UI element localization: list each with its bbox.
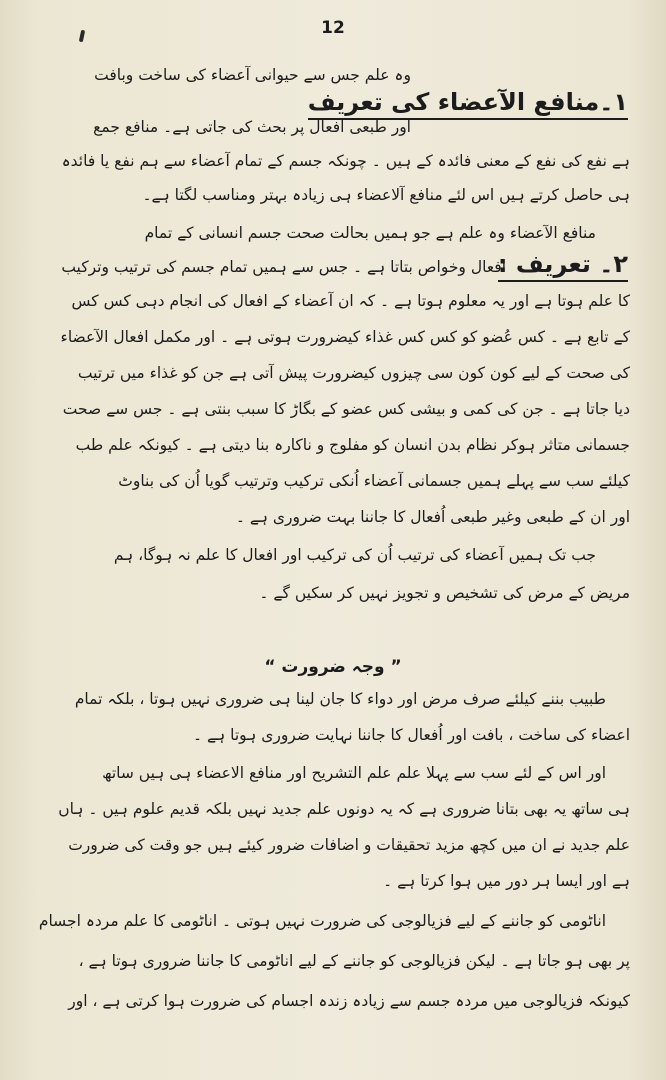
paragraph-line: افعال وخواص بتاتا ہے ۔ جس سے ہمیں تمام جسم کی ترتیب وترکیب	[61, 258, 506, 276]
paragraph-line: اعضاء کی ساخت ، بافت اور اُفعال کا جاننا نہایت ضروری ہوتا ہے ۔	[193, 726, 630, 744]
paragraph-line: طبیب بننے کیلئے صرف مرض اور دواء کا جان لینا ہی ضروری نہیں ہوتا ، بلکہ تمام	[74, 690, 606, 708]
paragraph-line: اور ان کے طبعی وغیر طبعی اُفعال کا جاننا بہت ضروری ہے ۔	[235, 508, 630, 526]
paragraph-line: کیلئے سب سے پہلے ہمیں جسمانی آعضاء اُنکی ترکیب وترتیب گویا اُن کی بناوٹ	[118, 472, 630, 490]
paragraph-line: جسمانی متاثر ہوکر نظام بدن انسان کو مفلوج و ناکارہ بنا دیتی ہے ۔ کیونکہ علم طب	[75, 436, 630, 454]
section-heading-text: ۱۔منافع الآ‌عضاء کی تعریف	[308, 88, 628, 120]
paragraph-line: ہے نفع کی نفع کے معنی فائدہ کے ہیں ۔ چونکہ جسم کے تمام آعضاء سے ہم نفع یا فائدہ	[61, 152, 630, 170]
paragraph-line: اناٹومی کو جاننے کے لیے فزیالوجی کی ضرورت نہیں ہوتی ۔ اناٹومی کا علم مردہ اجسام	[38, 912, 606, 930]
paragraph-line: وہ علم جس سے حیوانی آعضاء کی ساخت وبافت	[94, 66, 411, 84]
paragraph-line: کا علم ہوتا ہے اور یہ معلوم ہوتا ہے ۔ کہ ان آعضاء کے افعال کی انجام دہی کس کس	[71, 292, 630, 310]
paragraph-line: منافع الآعضاء وہ علم ہے جو ہمیں بحالت صحت جسم انسانی کے تمام	[144, 224, 596, 242]
paragraph-line: اور طبعی افعال پر بحث کی جاتی ہے۔ منافع جمع	[93, 118, 411, 136]
paragraph-line: ہی ساتھ یہ بھی بتانا ضروری ہے کہ یہ دونوں علم جدید نہیں بلکہ قدیم علوم ہیں ۔ ہاں	[58, 800, 630, 818]
paragraph-line: علم جدید نے ان میں کچھ مزید تحقیقات و اضافات ضرور کیئے ہیں جو وقت کی ضرورت	[68, 836, 630, 854]
section-heading-definition	[498, 250, 628, 278]
paragraph-line: اور اس کے لئے سب سے پہلا علم علم التشریح اور منافع الاعضاء ہی ہیں ساتھ	[102, 764, 606, 782]
paragraph-line: کی صحت کے لیے کون کون سی چیزوں کیضرورت پیش آتی ہے جن کو غذاء میں ترتیب	[77, 364, 630, 382]
section-heading-need: ” وجہ ضرورت “	[264, 657, 402, 677]
section-heading-text: ۲۔ تعریف :	[498, 250, 628, 282]
paragraph-line: ہی حاصل کرتے ہیں اس لئے منافع آلاعضاء ہی زیادہ بہتر ومناسب لگتا ہے۔	[142, 186, 630, 204]
paragraph-line: ہے اور ایسا ہر دور میں ہوا کرتا ہے ۔	[383, 872, 630, 890]
paragraph-line: کیونکہ فزیالوجی میں مردہ جسم سے زیادہ زندہ اجسام کی ضرورت ہوا کرتی ہے ، اور	[68, 992, 630, 1010]
paragraph-line: جب تک ہمیں آعضاء کی ترتیب اُن کی ترکیب اور افعال کا علم نہ ہوگا، ہم	[113, 546, 596, 564]
section-heading-definition-physiology	[308, 88, 628, 116]
paragraph-line: پر بھی ہو جاتا ہے ۔ لیکن فزیالوجی کو جاننے کے لیے اناٹومی کا جاننا ضروری ہوتا ہے ،	[78, 952, 630, 970]
page-number: 12	[321, 18, 345, 38]
paragraph-line: کے تابع ہے ۔ کس عُضو کو کس کس غذاء کیضرورت ہوتی ہے ۔ اور مکمل افعال الآعضاء	[60, 328, 630, 346]
paragraph-line: دیا جاتا ہے ۔ جن کی کمی و بیشی کس عضو کے بگاڑ کا سبب بنتی ہے ۔ جس سے صحت	[62, 400, 630, 418]
paragraph-line: مریض کے مرض کی تشخیص و تجویز نہیں کر سکیں گے ۔	[259, 584, 630, 602]
